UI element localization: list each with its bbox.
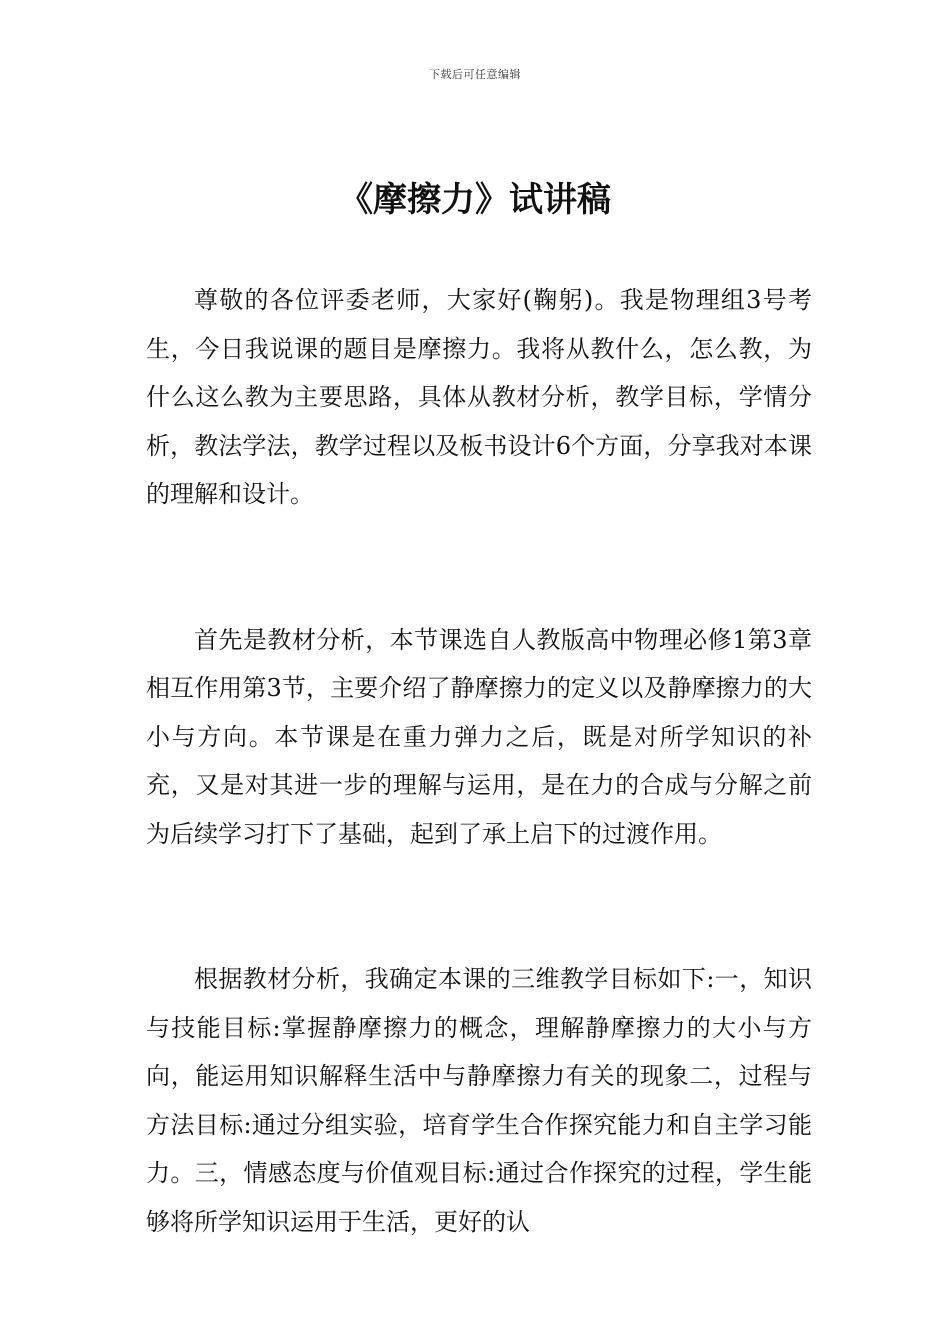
paragraph-teaching-goals: 根据教材分析，我确定本课的三维教学目标如下:一，知识与技能目标:掌握静摩擦力的概念，理解静摩擦力的大小与方向，能运用知识解释生活中与静摩擦力有关的现象二，过程与方法目标:通过分组实验，培育学生合作探究能力和自主学习能力。三，情感态度与价值观目标:通过合作探究的过程，学生能够将所学知识运用于生活，更好的认 (146, 965, 812, 1236)
paragraph-textbook-analysis: 首先是教材分析，本节课选自人教版高中物理必修1第3章相互作用第3节，主要介绍了静摩擦力的定义以及静摩擦力的大小与方向。本节课是在重力弹力之后，既是对所学知识的补充，又是对其进一步的理解与运用，是在力的合成与分解之前为后续学习打下了基础，起到了承上启下的过渡作用。 (146, 625, 812, 848)
paragraph-intro: 尊敬的各位评委老师，大家好(鞠躬)。我是物理组3号考生，今日我说课的题目是摩擦力。我将从教什么，怎么教，为什么这么教为主要思路，具体从教材分析，教学目标，学情分析，教法学法，教学过程以及板书设计6个方面，分享我对本课的理解和设计。 (146, 286, 812, 508)
header-note: 下载后可任意编辑 (429, 68, 521, 81)
document-body (146, 276, 812, 1246)
document-title: 《摩擦力》试讲稿 (339, 180, 611, 220)
